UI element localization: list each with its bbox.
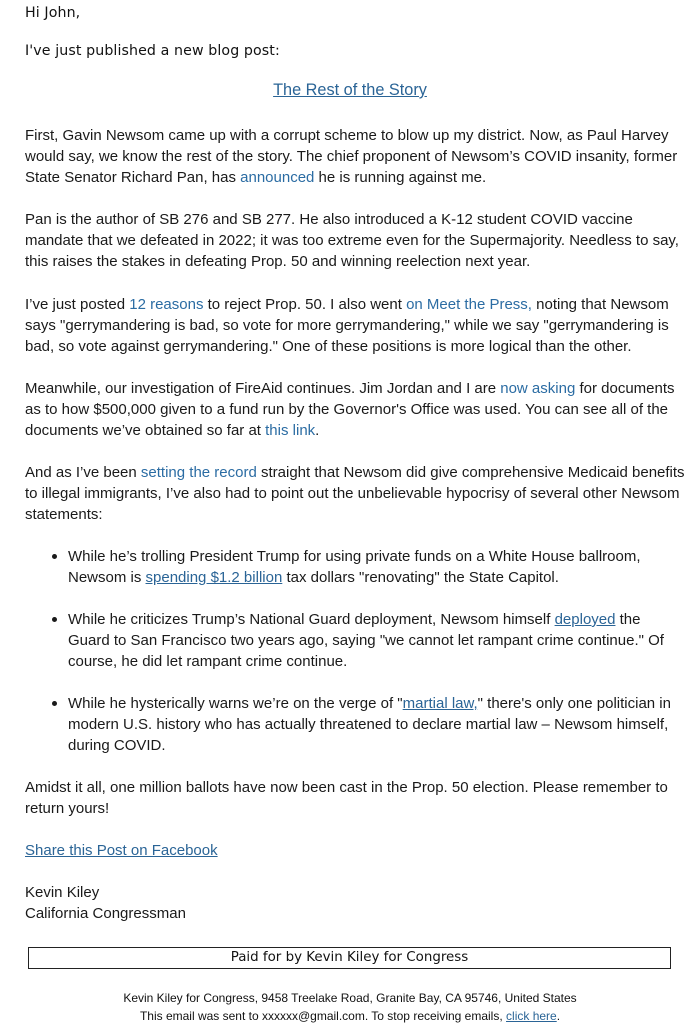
intro-line: I've just published a new blog post:: [25, 43, 280, 59]
footer-period: .: [556, 1008, 561, 1023]
signature: [25, 882, 685, 924]
bullet1-text-1: While he’s trolling President Trump for using private funds on a White House ballroom, Newsom is: [68, 548, 641, 587]
paragraph-pan-author: Pan is the author of SB 276 and SB 277. He also introduced a K-12 student COVID vaccine mandate that we defeated in 2022; it was too extreme even for the Supermajority. Needless to say, this raises the stakes in defeating Prop. 50 and winning reelection next year.: [25, 211, 679, 271]
footer-address: Kevin Kiley for Congress, 9458 Treelake Road, Granite Bay, CA 95746, United States: [123, 991, 577, 1005]
list-item: [25, 546, 675, 588]
deployed-link[interactable]: deployed: [554, 611, 616, 628]
share-container: [25, 840, 685, 861]
meet-the-press-link[interactable]: on Meet the Press,: [406, 296, 532, 313]
hypocrisy-list: [25, 546, 675, 588]
paragraph-medicaid: [25, 462, 685, 526]
paid-for-disclaimer: Paid for by Kevin Kiley for Congress: [28, 947, 671, 969]
this-link-link[interactable]: this link: [265, 422, 316, 440]
bullet3-text-2: " there's only one politician in modern U.S. history who has actually threatened to declare martial law – Newsom himself, during COVID.: [68, 695, 671, 755]
closing-paragraph: Amidst it all, one million ballots have now been cast in the Prop. 50 election. Please remember to return yours!: [25, 779, 668, 818]
p5-text-1: And as I’ve been: [25, 464, 141, 481]
setting-the-record-link[interactable]: setting the record: [140, 464, 257, 481]
bullet2-text-1: While he criticizes Trump’s National Guard deployment, Newsom himself: [68, 611, 555, 628]
email-footer: [0, 990, 700, 1025]
p4-text-1: Meanwhile, our investigation of FireAid continues. Jim Jordan and I are: [25, 380, 501, 397]
p3-text-1: I’ve just posted: [25, 296, 130, 313]
unsubscribe-link[interactable]: click here: [506, 1008, 557, 1023]
post-title-link[interactable]: The Rest of the Story: [273, 81, 427, 99]
footer-unsubscribe-line: [0, 1008, 700, 1026]
twelve-reasons-link[interactable]: 12 reasons: [129, 296, 204, 313]
footer-sent-to: This email was sent to xxxxxx@gmail.com. To stop receiving emails,: [139, 1008, 507, 1023]
p1-text-before: First, Gavin Newsom came up with a corrupt scheme to blow up my district. Now, as Paul Harvey would say, we know the rest of the story. The chief proponent of Newsom’s COVID insanity, former State Senator Richard Pan, has: [25, 127, 678, 187]
spending-link[interactable]: spending $1.2 billion: [145, 569, 283, 587]
p3-text-2: to reject Prop. 50. I also went: [203, 296, 407, 313]
now-asking-link[interactable]: now asking: [500, 380, 576, 397]
p3-text-3: noting that Newsom says "gerrymandering is bad, so vote for more gerrymandering," while we say "gerrymandering is bad, so vote against gerrymandering." One of these positions is more logical than the other.: [25, 296, 669, 356]
p1-text-after: he is running against me.: [314, 169, 487, 187]
paragraph-pan-announcement: [25, 125, 685, 189]
list-item: [25, 609, 675, 673]
signature-title: California Congressman: [25, 905, 186, 923]
announced-link[interactable]: announced: [240, 169, 315, 187]
p5-text-2: straight that Newsom did give comprehensive Medicaid benefits to illegal immigrants, I’ve also had to point out the unbelievable hypocrisy of several other Newsom statements:: [25, 464, 685, 524]
bullet2-text-2: the Guard to San Francisco two years ago, saying "we cannot let rampant crime continue." Of course, he did let rampant crime continue.: [68, 611, 664, 671]
martial-law-link[interactable]: martial law,: [402, 695, 478, 712]
bullet1-text-2: tax dollars "renovating" the State Capitol.: [282, 569, 559, 587]
paragraph-fireaid: [25, 378, 685, 442]
bullet3-text-1: While he hysterically warns we’re on the verge of ": [68, 695, 403, 712]
p4-text-3: .: [315, 422, 320, 440]
p4-text-2: for documents as to how $500,000 given to a fund run by the Governor's Office was used. You can see all of the documents we’ve obtained so far at: [25, 380, 675, 440]
hypocrisy-list-2: [25, 609, 675, 673]
hypocrisy-list-3: [25, 693, 675, 757]
share-facebook-link[interactable]: Share this Post on Facebook: [25, 842, 218, 859]
post-title-container: [0, 81, 700, 100]
paragraph-prop50-reasons: [25, 294, 685, 358]
list-item: [25, 693, 675, 757]
signature-name: Kevin Kiley: [25, 884, 100, 901]
greeting: Hi John,: [25, 5, 81, 21]
